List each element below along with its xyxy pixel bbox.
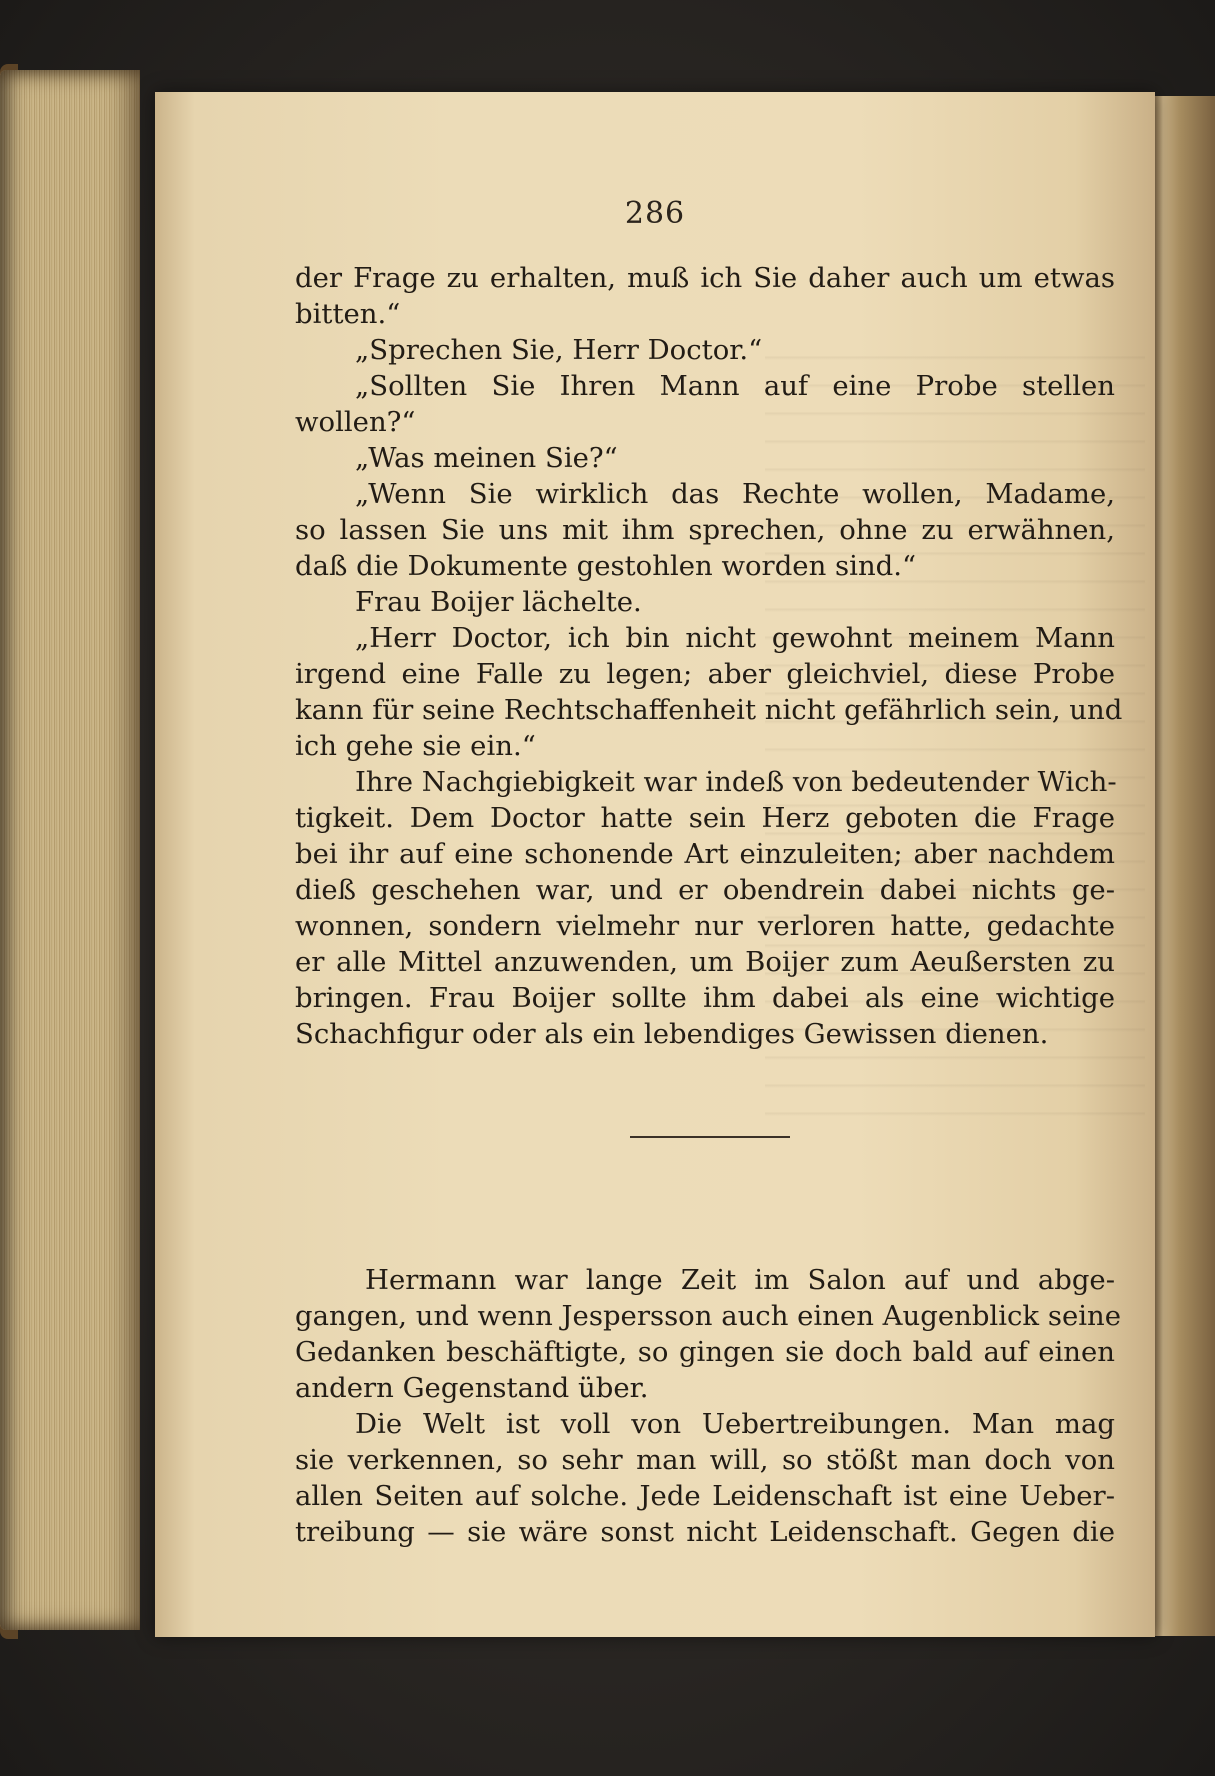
text-line: „Was meinen Sie?“ — [355, 442, 618, 474]
text-line: bei ihr auf eine schonende Art einzuleiten; aber nachdem — [295, 838, 1115, 870]
text-line: andern Gegenstand über. — [295, 1372, 649, 1404]
text-line: sie verkennen, so sehr man will, so stößt man doch von — [295, 1444, 1115, 1476]
text-line: ich gehe sie ein.“ — [295, 730, 536, 762]
text-line: Schachfigur oder als ein lebendiges Gewissen dienen. — [295, 1018, 1049, 1050]
text-line: wollen?“ — [295, 406, 416, 438]
text-block-upper — [295, 260, 1123, 1052]
text-line: Hermann war lange Zeit im Salon auf und abge- — [365, 1264, 1115, 1296]
text-line: „Wenn Sie wirklich das Rechte wollen, Madame, — [355, 478, 1115, 510]
page-stack-right — [1150, 96, 1215, 1636]
text-line: „Sprechen Sie, Herr Doctor.“ — [355, 334, 763, 366]
section-divider — [630, 1136, 790, 1138]
text-line: daß die Dokumente gestohlen worden sind.“ — [295, 550, 917, 582]
text-line: kann für seine Rechtschaffenheit nicht gefährlich sein, und — [295, 694, 1123, 726]
text-line: „Sollten Sie Ihren Mann auf eine Probe stellen — [355, 370, 1115, 402]
text-line: „Herr Doctor, ich bin nicht gewohnt meinem Mann — [355, 622, 1115, 654]
text-block-lower — [295, 1262, 1121, 1550]
page-stack-left — [0, 70, 140, 1630]
text-line: treibung — sie wäre sonst nicht Leidenschaft. Gegen die — [295, 1516, 1115, 1548]
text-line: Frau Boijer lächelte. — [355, 586, 642, 618]
book-page — [155, 92, 1155, 1637]
text-line: bringen. Frau Boijer sollte ihm dabei als eine wichtige — [295, 982, 1115, 1014]
text-line: Ihre Nachgiebigkeit war indeß von bedeutender Wich- — [355, 766, 1117, 798]
text-line: Die Welt ist voll von Uebertreibungen. Man mag — [355, 1408, 1115, 1440]
text-line: wonnen, sondern vielmehr nur verloren hatte, gedachte — [295, 910, 1115, 942]
text-line: irgend eine Falle zu legen; aber gleichviel, diese Probe — [295, 658, 1115, 690]
text-line: dieß geschehen war, und er obendrein dabei nichts ge- — [295, 874, 1115, 906]
text-line: so lassen Sie uns mit ihm sprechen, ohne zu erwähnen, — [295, 514, 1115, 546]
text-line: der Frage zu erhalten, muß ich Sie daher auch um etwas — [295, 262, 1115, 294]
book — [0, 40, 1215, 1660]
text-line: allen Seiten auf solche. Jede Leidenschaft ist eine Ueber- — [295, 1480, 1115, 1512]
text-line: gangen, und wenn Jespersson auch einen Augenblick seine — [295, 1300, 1121, 1332]
text-line: tigkeit. Dem Doctor hatte sein Herz geboten die Frage — [295, 802, 1115, 834]
text-line: Gedanken beschäftigte, so gingen sie doch bald auf einen — [295, 1336, 1115, 1368]
text-line: bitten.“ — [295, 298, 401, 330]
page-number: 286 — [624, 196, 686, 231]
text-line: er alle Mittel anzuwenden, um Boijer zum Aeußersten zu — [295, 946, 1115, 978]
